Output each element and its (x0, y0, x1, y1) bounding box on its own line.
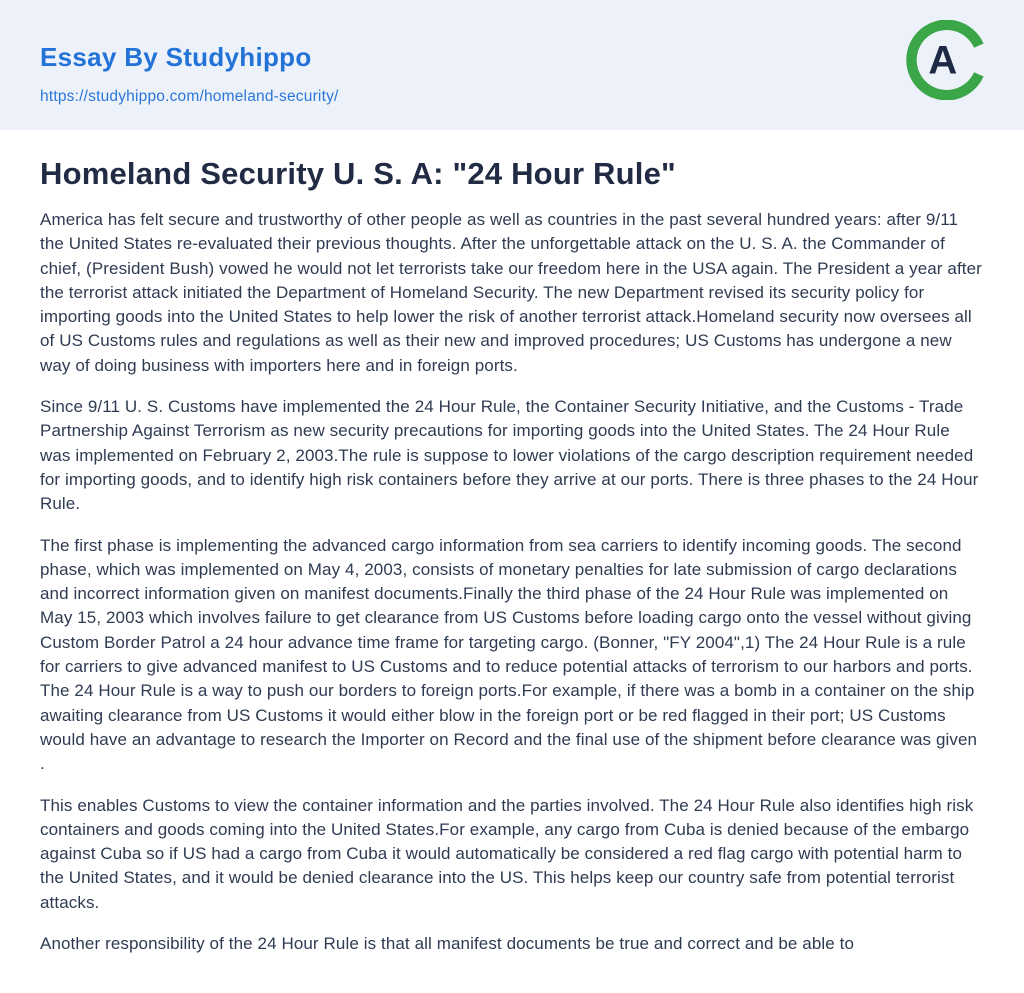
source-url-link[interactable]: https://studyhippo.com/homeland-security/ (40, 88, 339, 105)
article-paragraph: Another responsibility of the 24 Hour Rule is that all manifest documents be true and correct and be able to (40, 934, 855, 954)
article-content (0, 130, 1024, 993)
article-paragraph: Since 9/11 U. S. Customs have implemented the 24 Hour Rule, the Container Security Initiative, and the Customs - Trade Partnership Against Terrorism as new security precautions for importing goods into the United States. The 24 Hour Rule was implemented on February 2, 2003.The rule is suppose to lower violations of the cargo description requirement needed for importing goods, and to identify high risk containers before they arrive at our ports. There is three phases to the 24 Hour Rule. (40, 397, 979, 514)
article-body (40, 208, 984, 956)
article-paragraph: The first phase is implementing the advanced cargo information from sea carriers to identify incoming goods. The second phase, which was implemented on May 4, 2003, consists of monetary penalties for late submission of cargo declarations and incorrect information given on manifest documents.Finally the third phase of the 24 Hour Rule was implemented on May 15, 2003 which involves failure to get clearance from US Customs before loading cargo onto the vessel without giving Custom Border Patrol a 24 hour advance time frame for targeting cargo. (Bonner, "FY 2004",1) The 24 Hour Rule is a rule for carriers to give advanced manifest to US Customs and to reduce potential attacks of terrorism to our harbors and ports. The 24 Hour Rule is a way to push our borders to foreign ports.For example, if there was a bomb in a container on the ship awaiting clearance from US Customs it would either blow in the foreign port or be red flagged in their port; US Customs would have an advantage to research the Importer on Record and the final use of the shipment before clearance was given . (40, 535, 978, 774)
article-title: Homeland Security U. S. A: "24 Hour Rule" (40, 156, 676, 191)
article-paragraph: America has felt secure and trustworthy of other people as well as countries in the past several hundred years: after 9/11 the United States re-evaluated their previous thoughts. After the unforgettable attack on the U. S. A. the Commander of chief, (President Bush) vowed he would not let terrorists take our freedom here in the USA again. The President a year after the terrorist attack initiated the Department of Homeland Security. The new Department revised its security policy for importing goods into the United States to help lower the risk of another terrorist attack.Homeland security now oversees all of US Customs rules and regulations as well as their new and improved procedures; US Customs has undergone a new way of doing business with importers here and in foreign ports. (40, 210, 982, 375)
brand-title: Essay By Studyhippo (40, 42, 312, 72)
page-header (0, 0, 1024, 130)
article-paragraph: This enables Customs to view the container information and the parties involved. The 24 Hour Rule also identifies high risk containers and goods coming into the United States.For example, any cargo from Cuba is denied because of the embargo against Cuba so if US had a cargo from Cuba it would automatically be considered a red flag cargo with potential harm to the United States, and it would be denied clearance into the US. This helps keep our country safe from potential terrorist attacks. (40, 795, 974, 912)
studyhippo-logo-icon (906, 20, 986, 100)
svg-text:A: A (928, 38, 958, 83)
